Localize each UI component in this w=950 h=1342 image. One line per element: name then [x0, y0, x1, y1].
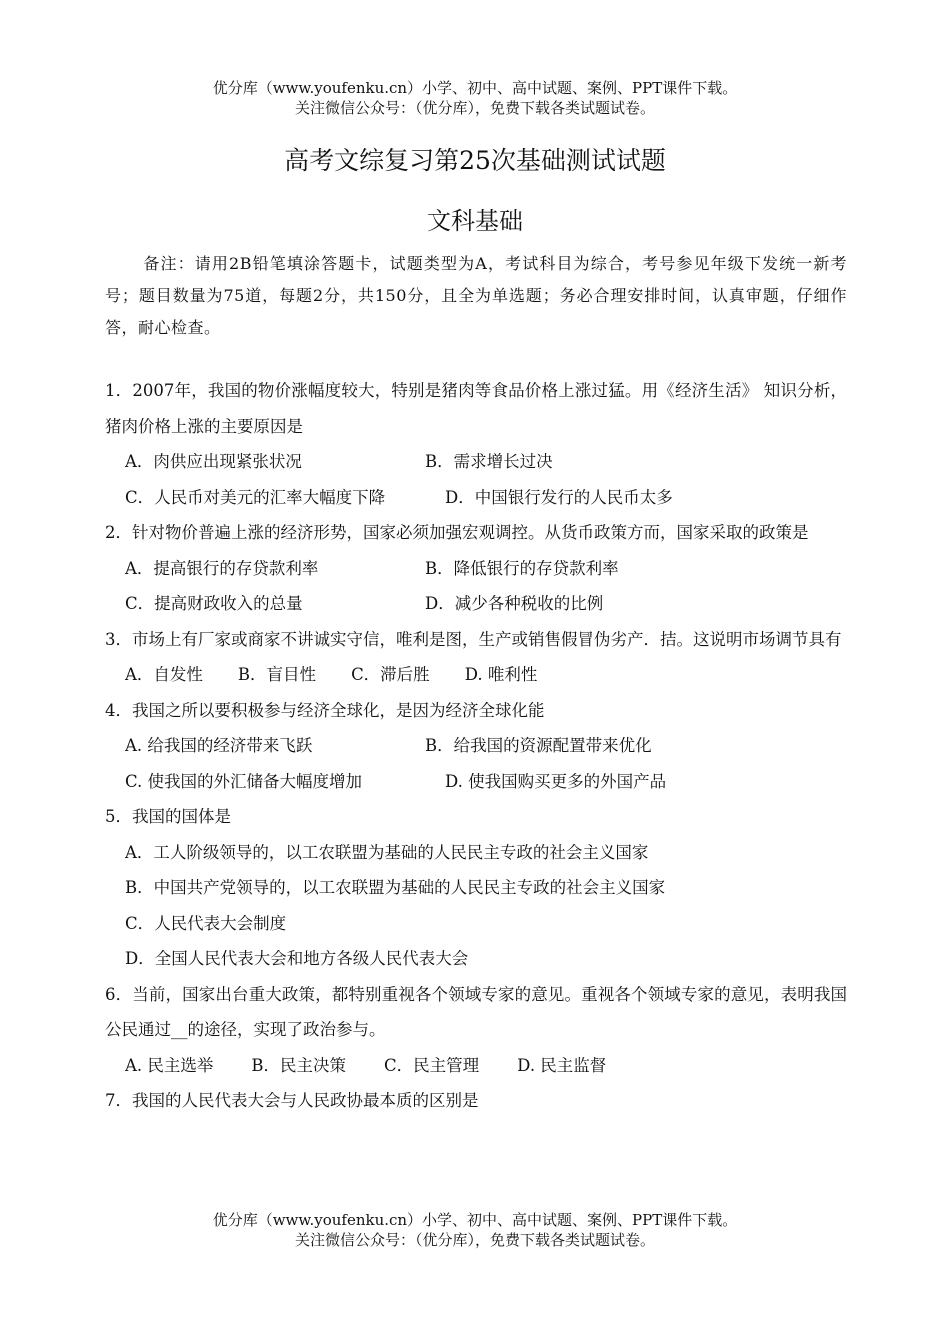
question-3-option-b: B．盲目性	[237, 665, 317, 684]
question-2-option-a: A．提高银行的存贷款利率	[125, 558, 319, 578]
question-5-option-a: A．工人阶级领导的，以工农联盟为基础的人民民主专政的社会主义国家	[125, 842, 649, 862]
question-2-option-c: C．提高财政收入的总量	[125, 594, 303, 613]
instructions-note: 备注：请用2B铅笔填涂答题卡，试题类型为A，考试科目为综合，考号参见年级下发统一新考号；题目数量为75道，每题2分，共150分，且全为单选题；务必合理安排时间，认真审题，仔细作答，耐心检查。	[105, 254, 847, 337]
question-6-options-row	[105, 1048, 847, 1084]
header-line-1: 优分库（www.youfenku.cn）小学、初中、高中试题、案例、PPT课件下载。	[212, 79, 738, 97]
question-5-option-d: D．全国人民代表大会和地方各级人民代表大会	[125, 949, 469, 968]
question-6-option-d: D. 民主监督	[517, 1055, 607, 1075]
question-2-option-b: B．降低银行的存贷款利率	[425, 558, 619, 578]
question-3-option-c: C．滞后胜	[351, 665, 430, 684]
page-footer	[0, 1210, 950, 1250]
question-5-option-b: B．中国共产党领导的，以工农联盟为基础的人民民主专政的社会主义国家	[125, 878, 666, 897]
document-subtitle: 文科基础	[427, 207, 523, 235]
question-6-option-a: A. 民主选举	[125, 1055, 214, 1075]
question-1-option-a: A．肉供应出现紧张状况	[125, 452, 302, 471]
document-title: 高考文综复习第25次基础测试试题	[284, 146, 666, 175]
question-1-options-row-2	[105, 480, 847, 516]
question-4-options-row-2	[105, 764, 847, 800]
question-4-option-a: A. 给我国的经济带来飞跃	[125, 736, 313, 755]
question-3-options-row	[105, 657, 847, 693]
question-6-stem: 6．当前，国家出台重大政策，都特别重视各个领域专家的意见。重视各个领域专家的意见，表明我国公民通过__的途径，实现了政治参与。	[105, 984, 847, 1039]
question-2-options-row-1	[105, 551, 847, 587]
question-3-option-a: A．自发性	[125, 665, 203, 684]
question-1-option-d: D．中国银行发行的人民币太多	[445, 487, 673, 507]
question-4-option-c: C. 使我国的外汇储备大幅度增加	[125, 771, 363, 791]
question-1-option-b: B．需求增长过决	[425, 452, 553, 471]
question-1-stem: 1．2007年，我国的物价涨幅度较大，特别是猪肉等食品价格上涨过猛。用《经济生活》 知识分析，猪肉价格上涨的主要原因是	[105, 381, 847, 436]
question-1-option-c: C．人民币对美元的汇率大幅度下降	[125, 487, 386, 507]
question-5-option-c: C．人民代表大会制度	[125, 913, 287, 933]
question-4-options-row-1	[105, 728, 847, 764]
footer-line-1: 优分库（www.youfenku.cn）小学、初中、高中试题、案例、PPT课件下载。	[212, 1211, 738, 1229]
question-5-stem: 5．我国的国体是	[105, 807, 231, 826]
header-line-2: 关注微信公众号：（优分库），免费下载各类试题试卷。	[294, 99, 655, 117]
question-4-option-b: B．给我国的资源配置带来优化	[425, 736, 652, 755]
question-2-option-d: D．减少各种税收的比例	[425, 594, 604, 613]
question-2-options-row-2	[105, 586, 847, 622]
footer-line-2: 关注微信公众号：（优分库），免费下载各类试题试卷。	[294, 1231, 655, 1249]
question-list	[105, 373, 847, 1119]
question-6-option-c: C．民主管理	[384, 1055, 480, 1075]
question-6-option-b: B．民主决策	[251, 1055, 347, 1075]
question-1-options-row-1	[105, 444, 847, 480]
question-4-option-d: D. 使我国购买更多的外国产品	[445, 771, 667, 791]
question-7-stem: 7．我国的人民代表大会与人民政协最本质的区别是	[105, 1091, 479, 1110]
page-header	[0, 78, 950, 118]
question-3-option-d: D. 唯利性	[464, 665, 538, 684]
question-3-stem: 3．市场上有厂家或商家不讲诚实守信，唯利是图，生产或销售假冒伪劣产．拮。这说明市场调节具有	[105, 629, 842, 649]
question-4-stem: 4．我国之所以要积极参与经济全球化，是因为经济全球化能	[105, 700, 545, 720]
question-2-stem: 2．针对物价普遍上涨的经济形势，国家必须加强宏观调控。从货币政策方而，国家采取的政策是	[105, 523, 809, 542]
